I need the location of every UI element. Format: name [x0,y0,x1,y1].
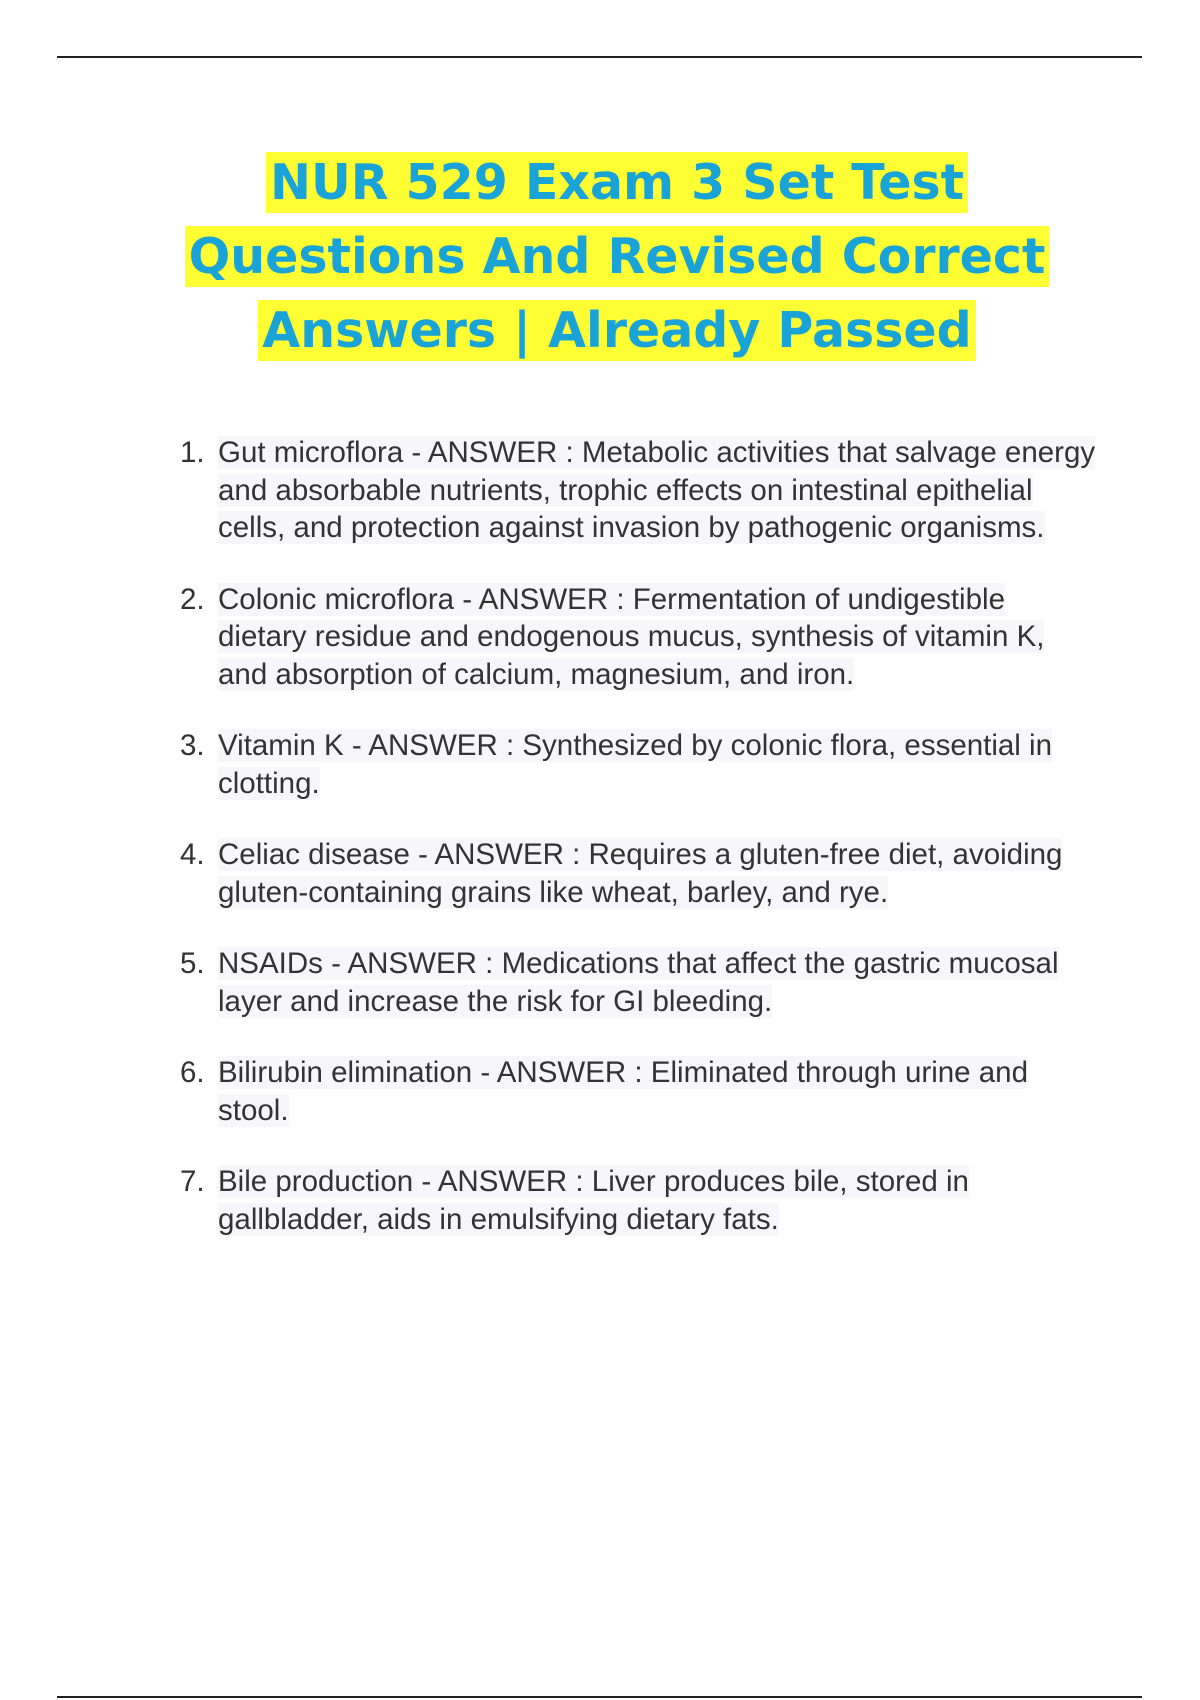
title-line-1: NUR 529 Exam 3 Set Test [0,146,1200,220]
item-text: Bilirubin elimination - ANSWER : Eliminated through urine and stool. [218,1056,1028,1127]
list-item [178,581,1098,694]
item-text: Vitamin K - ANSWER : Synthesized by colonic flora, essential in clotting. [218,729,1053,800]
list-item [178,836,1098,911]
item-text: NSAIDs - ANSWER : Medications that affect the gastric mucosal layer and increase the risk for GI bleeding. [218,947,1059,1018]
list-item [178,727,1098,802]
title-line-3: Answers | Already Passed [0,294,1200,368]
list-item [178,1163,1098,1238]
item-number: 5. [180,947,205,980]
item-number: 1. [180,436,205,469]
top-rule [57,56,1142,58]
item-number: 6. [180,1056,205,1089]
item-number: 2. [180,582,205,616]
document-title [0,146,1200,368]
item-text: Bile production - ANSWER : Liver produces bile, stored in gallbladder, aids in emulsifying dietary fats. [218,1165,969,1236]
bottom-rule [57,1696,1142,1698]
list-item [178,945,1098,1020]
item-text: Celiac disease - ANSWER : Requires a gluten-free diet, avoiding gluten-containing grains like wheat, barley, and rye. [218,838,1063,909]
question-answer-list [178,434,1098,1272]
list-item [178,1054,1098,1129]
item-number: 3. [180,729,205,762]
item-number: 7. [180,1165,205,1198]
list-item [178,434,1098,547]
title-line-2: Questions And Revised Correct [0,220,1200,294]
item-text: Colonic microflora - ANSWER : Fermentation of undigestible dietary residue and endogenous mucus, synthesis of vitamin K, and absorption of calcium, magnesium, and iron. [218,582,1045,691]
item-number: 4. [180,838,205,871]
item-text: Gut microflora - ANSWER : Metabolic activities that salvage energy and absorbable nutrients, trophic effects on intestinal epithelial cells, and protection against invasion by pathogenic organisms. [218,436,1096,544]
